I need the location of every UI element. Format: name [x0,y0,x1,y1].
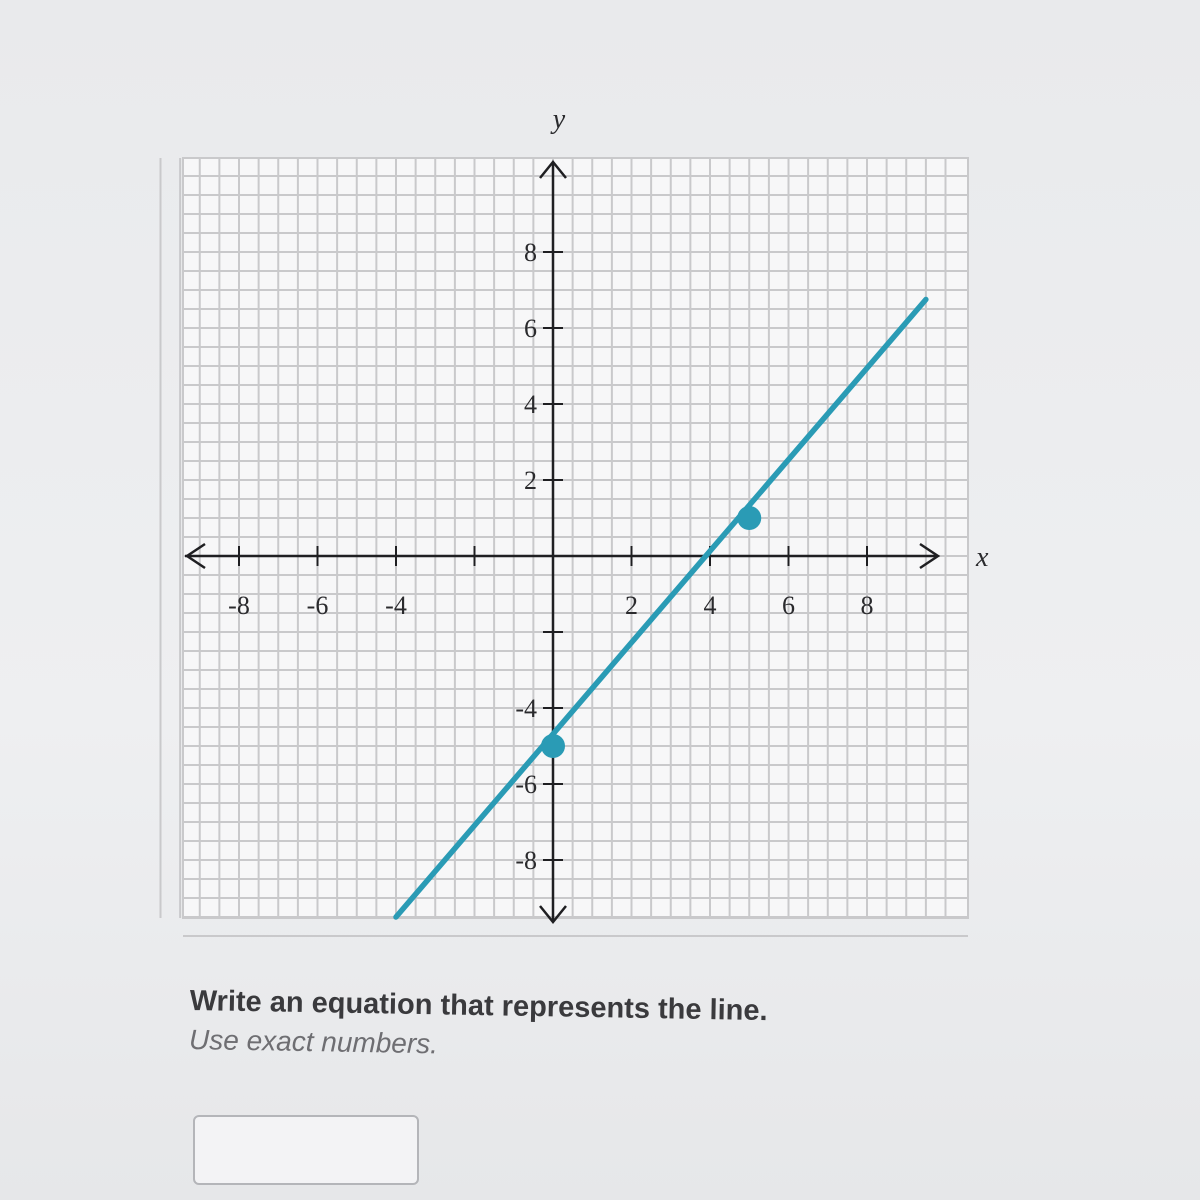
y-tick-label: 4 [524,390,537,419]
y-tick-label: -6 [515,770,537,799]
y-tick-label: 8 [524,238,537,267]
x-tick-label: 8 [860,591,874,620]
x-tick-label: 2 [625,591,638,620]
x-tick-label: -8 [228,591,250,620]
line-point[interactable] [541,734,565,758]
line-point[interactable] [737,506,761,530]
question-hint: Use exact numbers. [188,1023,439,1060]
x-axis-label: x [976,542,989,573]
question-text: Write an equation that represents the line. [189,985,768,1028]
x-tick-label: -4 [385,591,407,620]
y-axis-label: y [552,104,566,135]
y-tick-label: 6 [524,314,537,343]
x-tick-label: 6 [782,591,795,620]
x-tick-label: 4 [703,591,717,620]
y-tick-label: -4 [515,694,537,723]
x-tick-label: -6 [306,591,329,620]
y-tick-label: -8 [515,846,537,875]
y-tick-label: 2 [524,466,537,495]
answer-input[interactable] [193,1115,419,1185]
question-block [189,985,1090,1072]
